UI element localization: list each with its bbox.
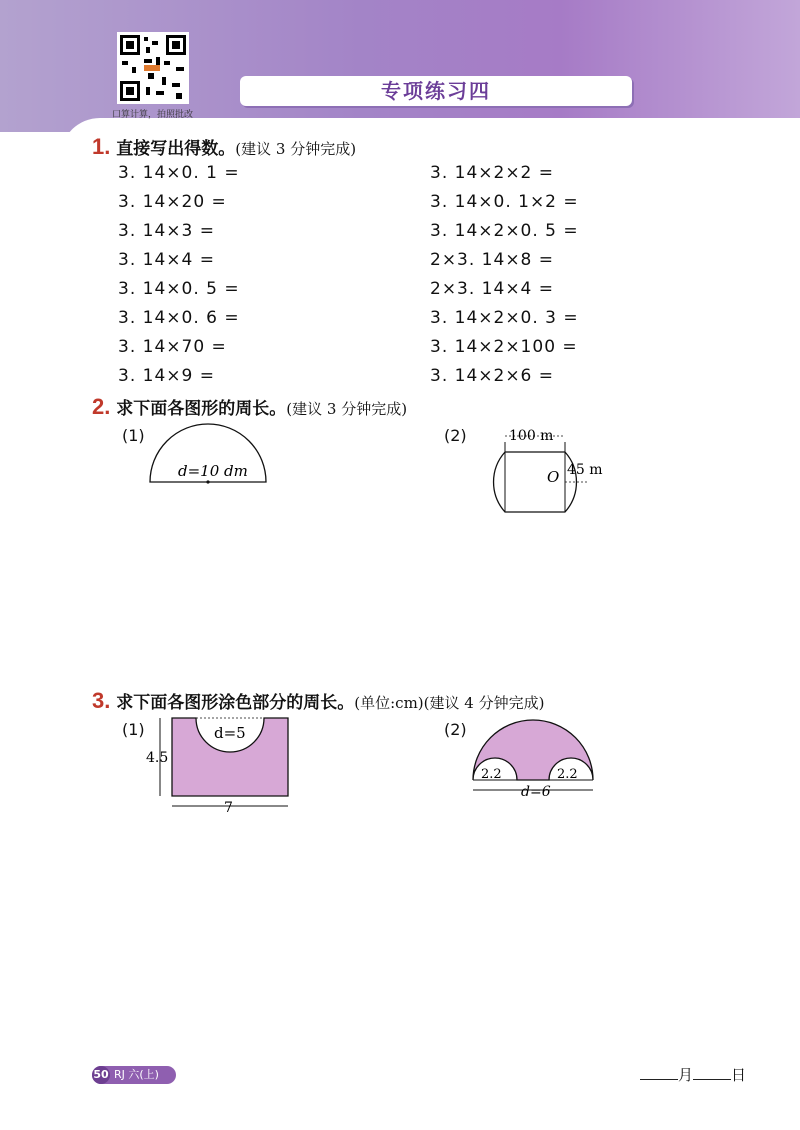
q2-sub1-label: (1) xyxy=(122,426,145,445)
page-number: 50 xyxy=(92,1066,110,1084)
q2-semicircle-figure xyxy=(140,420,280,490)
q3-text: 求下面各图形涂色部分的周长。 xyxy=(116,693,355,713)
q1-right-item: 3. 14×2×0. 5 = xyxy=(430,221,579,241)
rect-width-label: 7 xyxy=(224,800,233,814)
q1-right-item: 3. 14×0. 1×2 = xyxy=(430,192,579,212)
q1-left-item: 3. 14×20 = xyxy=(118,192,227,212)
qr-caption: 口算计算，拍照批改 xyxy=(112,110,194,120)
book-label: RJ 六(上) xyxy=(114,1068,159,1081)
q2-stadium-figure xyxy=(465,418,615,518)
q1-right-item: 3. 14×2×100 = xyxy=(430,337,578,357)
title-bar xyxy=(240,76,632,106)
q1-right-item: 3. 14×2×2 = xyxy=(430,163,555,183)
q2-note: (建议 3 分钟完成) xyxy=(286,400,408,418)
month-label: 月 xyxy=(678,1066,694,1084)
q1-left-item: 3. 14×9 = xyxy=(118,366,215,386)
day-blank xyxy=(693,1067,731,1080)
q1-left-item: 3. 14×0. 6 = xyxy=(118,308,240,328)
day-label: 日 xyxy=(731,1066,747,1084)
small-left-label: 2.2 xyxy=(481,767,502,782)
q2-sub2-label: (2) xyxy=(444,426,467,445)
date-area xyxy=(640,1064,746,1085)
q1-left-item: 3. 14×4 = xyxy=(118,250,215,270)
q1-number: 1. xyxy=(92,134,111,159)
q3-sub2-label: (2) xyxy=(444,720,467,739)
q1-left-item: 3. 14×70 = xyxy=(118,337,227,357)
q3-rect-figure xyxy=(140,712,300,814)
stadium-shape xyxy=(494,452,577,512)
q1-title xyxy=(92,134,356,160)
q1-right-item: 3. 14×2×6 = xyxy=(430,366,555,386)
month-blank xyxy=(640,1067,678,1080)
q1-right-item: 2×3. 14×4 = xyxy=(430,279,555,299)
semicircle-d-label: d=6 xyxy=(521,784,551,800)
stadium-radius-label: 45 m xyxy=(567,462,603,478)
rect-circle-d-label: d=5 xyxy=(214,724,246,742)
stadium-width-label: 100 m xyxy=(509,428,554,444)
semicircle-center-dot xyxy=(206,480,209,483)
q1-left-item: 3. 14×0. 1 = xyxy=(118,163,240,183)
q3-semicircle-figure xyxy=(465,712,605,804)
q3-number: 3. xyxy=(92,688,111,713)
q2-text: 求下面各图形的周长。 xyxy=(116,399,287,419)
footer-tag xyxy=(92,1066,176,1084)
q3-title xyxy=(92,688,544,714)
q1-right-item: 2×3. 14×8 = xyxy=(430,250,555,270)
semicircle-diameter-label: d=10 dm xyxy=(178,462,248,480)
q2-title xyxy=(92,394,407,420)
q1-right-item: 3. 14×2×0. 3 = xyxy=(430,308,579,328)
q1-note: (建议 3 分钟完成) xyxy=(235,140,357,158)
q3-sub1-label: (1) xyxy=(122,720,145,739)
q1-left-item: 3. 14×3 = xyxy=(118,221,215,241)
stadium-center-label: O xyxy=(547,468,560,486)
q1-text: 直接写出得数。 xyxy=(116,139,236,159)
q1-left-item: 3. 14×0. 5 = xyxy=(118,279,240,299)
small-right-label: 2.2 xyxy=(557,767,578,782)
rect-height-label: 4.5 xyxy=(146,750,169,766)
qr-code-icon[interactable] xyxy=(117,32,189,104)
page-title: 专项练习四 xyxy=(381,79,491,103)
q3-note: (单位:cm)(建议 4 分钟完成) xyxy=(354,694,545,712)
q2-number: 2. xyxy=(92,394,111,419)
